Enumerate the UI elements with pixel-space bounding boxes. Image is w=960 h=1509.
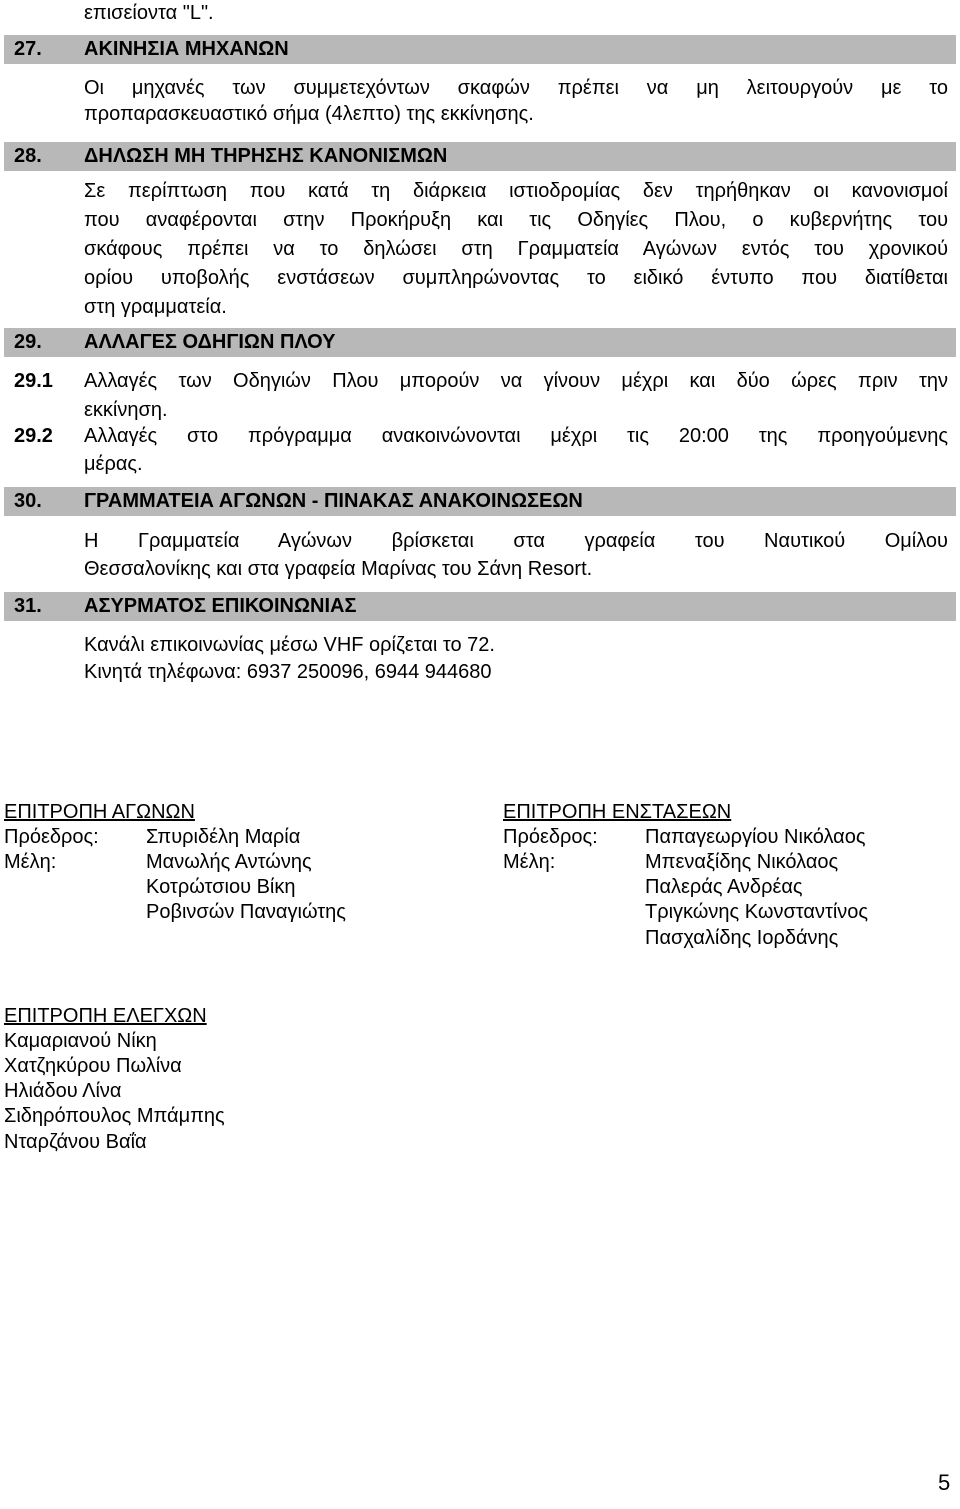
race-committee-chair: Σπυριδέλη Μαρία	[146, 826, 301, 848]
section-28-line-1: Σε περίπτωση που κατά τη διάρκεια ιστιοδρομίας δεν τηρήθηκαν οι κανονισμοί	[84, 180, 948, 202]
race-committee-member: Κοτρώτσιου Βίκη	[146, 876, 296, 898]
item-29-2-line-2: μέρας.	[84, 453, 143, 475]
section-29-number: 29.	[14, 331, 42, 353]
control-committee-member: Νταρζάνου Βαΐα	[4, 1131, 147, 1153]
section-27-line-1: Οι μηχανές των συμμετεχόντων σκαφών πρέπει να μη λειτουργούν με το	[84, 77, 948, 99]
intro-tail-text: επισείοντα "L".	[84, 2, 214, 24]
section-31-line-1: Κανάλι επικοινωνίας μέσω VHF ορίζεται το 72.	[84, 634, 495, 656]
item-29-1-number: 29.1	[14, 370, 53, 392]
section-31-number: 31.	[14, 595, 42, 617]
race-committee-members-label: Μέλη:	[4, 851, 57, 873]
section-31-line-2: Κινητά τηλέφωνα: 6937 250096, 6944 944680	[84, 661, 492, 683]
protest-committee-chair: Παπαγεωργίου Νικόλαος	[645, 826, 866, 848]
section-29-title: ΑΛΛΑΓΕΣ ΟΔΗΓΙΩΝ ΠΛΟΥ	[84, 331, 336, 353]
page-number: 5	[938, 1470, 951, 1495]
control-committee-member: Ηλιάδου Λίνα	[4, 1080, 122, 1102]
protest-committee-members-label: Μέλη:	[503, 851, 556, 873]
section-28-line-4: ορίου υποβολής ενστάσεων συμπληρώνοντας το ειδικό έντυπο που διατίθεται	[84, 267, 948, 289]
race-committee-title: ΕΠΙΤΡΟΠΗ ΑΓΩΝΩΝ	[4, 801, 195, 823]
section-28-line-2: που αναφέρονται στην Προκήρυξη και τις Οδηγίες Πλου, ο κυβερνήτης του	[84, 209, 948, 231]
section-27-line-2: προπαρασκευαστικό σήμα (4λεπτο) της εκκίνησης.	[84, 103, 534, 125]
section-28-line-5: στη γραμματεία.	[84, 296, 227, 318]
control-committee-member: Χατζηκύρου Πωλίνα	[4, 1055, 182, 1077]
race-committee-chair-label: Πρόεδρος:	[4, 826, 99, 848]
protest-committee-member: Παλεράς Ανδρέας	[645, 876, 803, 898]
protest-committee-member: Πασχαλίδης Ιορδάνης	[645, 927, 839, 949]
protest-committee-member: Τριγκώνης Κωνσταντίνος	[645, 901, 869, 923]
section-30-line-1: Η Γραμματεία Αγώνων βρίσκεται στα γραφεία του Ναυτικού Ομίλου	[84, 530, 948, 552]
section-27-title: ΑΚΙΝΗΣΙΑ ΜΗΧΑΝΩΝ	[84, 38, 289, 60]
section-28-line-3: σκάφους πρέπει να το δηλώσει στη Γραμματεία Αγώνων εντός του χρονικού	[84, 238, 948, 260]
control-committee-member: Σιδηρόπουλος Μπάμπης	[4, 1105, 225, 1127]
section-27-number: 27.	[14, 38, 42, 60]
control-committee-member: Καμαριανού Νίκη	[4, 1030, 157, 1052]
race-committee-member: Ροβινσών Παναγιώτης	[146, 901, 346, 923]
section-30-line-2: Θεσσαλονίκης και στα γραφεία Μαρίνας του Σάνη Resort.	[84, 558, 593, 580]
item-29-1-line-1: Αλλαγές των Οδηγιών Πλου μπορούν να γίνουν μέχρι και δύο ώρες πριν την	[84, 370, 948, 392]
section-28-title: ΔΗΛΩΣΗ ΜΗ ΤΗΡΗΣΗΣ ΚΑΝΟΝΙΣΜΩΝ	[84, 145, 448, 167]
item-29-1-line-2: εκκίνηση.	[84, 399, 168, 421]
protest-committee-chair-label: Πρόεδρος:	[503, 826, 598, 848]
item-29-2-number: 29.2	[14, 425, 53, 447]
section-30-number: 30.	[14, 490, 42, 512]
race-committee-member: Μανωλής Αντώνης	[146, 851, 312, 873]
protest-committee-title: ΕΠΙΤΡΟΠΗ ΕΝΣΤΑΣΕΩΝ	[503, 801, 732, 823]
protest-committee-member: Μπεναξίδης Νικόλαος	[645, 851, 839, 873]
control-committee-title: ΕΠΙΤΡΟΠΗ ΕΛΕΓΧΩΝ	[4, 1005, 207, 1027]
section-28-number: 28.	[14, 145, 42, 167]
section-30-title: ΓΡΑΜΜΑΤΕΙΑ ΑΓΩΝΩΝ - ΠΙΝΑΚΑΣ ΑΝΑΚΟΙΝΩΣΕΩΝ	[84, 490, 583, 512]
section-31-title: ΑΣΥΡΜΑΤΟΣ ΕΠΙΚΟΙΝΩΝΙΑΣ	[84, 595, 357, 617]
item-29-2-line-1: Αλλαγές στο πρόγραμμα ανακοινώνονται μέχρι τις 20:00 της προηγούμενης	[84, 425, 948, 447]
